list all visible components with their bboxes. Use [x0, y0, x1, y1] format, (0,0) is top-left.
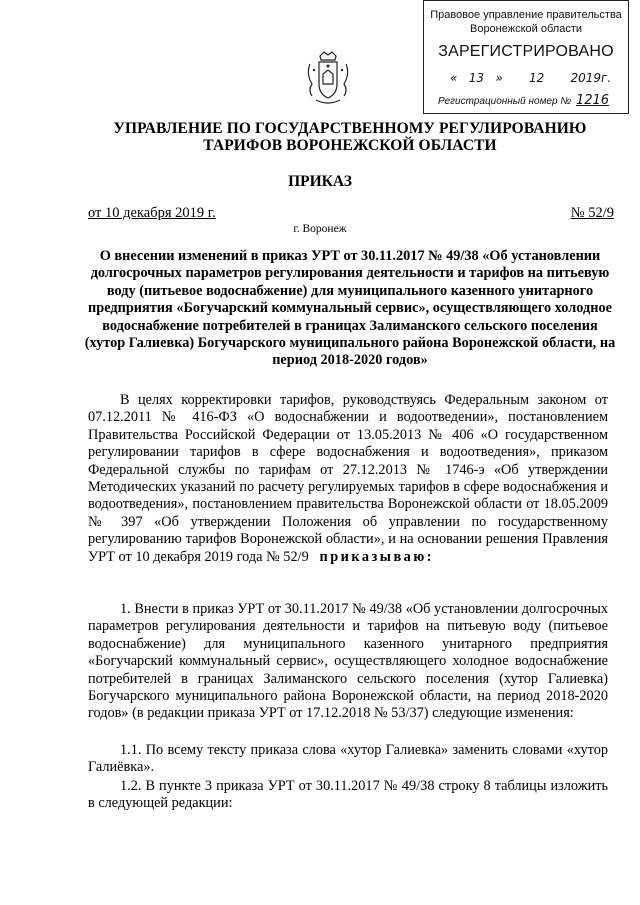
preamble-paragraph: [88, 392, 608, 566]
item-1-2-text: 1.2. В пункте 3 приказа УРТ от 30.11.2017 № 49/38 строку 8 таблицы изложить в следующей редакции:: [88, 778, 608, 812]
document-type: ПРИКАЗ: [288, 173, 352, 190]
item-1-1: [88, 742, 608, 777]
item-1-1-text: 1.1. По всему тексту приказа слова «хутор Галиевка» заменить словами «хутор Галиёвка».: [88, 742, 608, 776]
document-number: № 52/9: [570, 205, 614, 221]
document-date: от 10 декабря 2019 г.: [88, 205, 216, 221]
item-1-2: [88, 778, 608, 813]
registration-stamp: [423, 0, 629, 114]
stamp-registered-label: ЗАРЕГИСТРИРОВАНО: [438, 43, 614, 60]
preamble-command: приказываю:: [319, 548, 435, 565]
item-1-text: 1. Внести в приказ УРТ от 30.11.2017 № 49/38 «Об установлении долгосрочных параметров регулирования деятельности и тарифов на питьевую воду (питьевое водоснабжение) для муниципального казенного унитарного предприятия «Богучарский коммунальный сервис», осуществляющего холодное водоснабжение потребителей в границах Залиманского сельского поселения (хутор Галиевка) Богучарского муниципального района Воронежской области, на период 2018-2020 годов» (в редакции приказа УРТ от 17.12.2018 № 53/37) следующие изменения:: [88, 601, 608, 722]
org-name-line2: ТАРИФОВ ВОРОНЕЖСКОЙ ОБЛАСТИ: [203, 137, 497, 154]
stamp-day: 13: [468, 71, 485, 85]
item-1: [88, 601, 608, 723]
stamp-date: « 13 » 12 2019г.: [450, 71, 612, 85]
stamp-regnum-value: 1216: [575, 93, 610, 108]
stamp-authority-line2: Воронежской области: [469, 23, 582, 35]
stamp-regnum: [438, 93, 609, 108]
stamp-authority-line1: Правовое управление правительства: [430, 9, 622, 21]
org-name-line1: УПРАВЛЕНИЕ ПО ГОСУДАРСТВЕННОМУ РЕГУЛИРОВАНИЮ: [113, 120, 587, 137]
preamble-text: В целях корректировки тарифов, руководствуясь Федеральным законом от 07.12.2011 № 416-ФЗ «О водоснабжении и водоотведении», постановлением Правительства Российской Федерации от 13.05.2013 № 406 «О государственном регулировании тарифов в сфере водоснабжения и водоотведения», приказом Федеральной службы по тарифам от 27.12.2013 № 1746-э «Об утверждении Методических указаний по расчету регулируемых тарифов в сфере водоснабжения и водоотведения», постановлением правительства Воронежской области от 18.05.2009 № 397 «Об утверждении Положения об управлении по государственному регулированию тарифов Воронежской области», и на основании решения Правления УРТ от 10 декабря 2019 года № 52/9: [88, 392, 608, 565]
coat-of-arms-icon: [302, 50, 354, 106]
stamp-regnum-label: Регистрационный номер №: [438, 96, 572, 107]
document-heading: О внесении изменений в приказ УРТ от 30.11.2017 № 49/38 «Об установлении долгосрочных параметров регулирования деятельности и тарифов на питьевую воду (питьевое водоснабжение) для муниципального казенного унитарного предприятия «Богучарский коммунальный сервис», осуществляющего холодное водоснабжение потребителей в границах Залиманского сельского поселения (хутор Галиевка) Богучарского муниципального района Воронежской области, на период 2018-2020 годов»: [84, 248, 616, 369]
stamp-month: 12: [529, 71, 545, 85]
stamp-year: 2019г.: [570, 71, 612, 85]
document-city: г. Воронеж: [293, 223, 347, 235]
